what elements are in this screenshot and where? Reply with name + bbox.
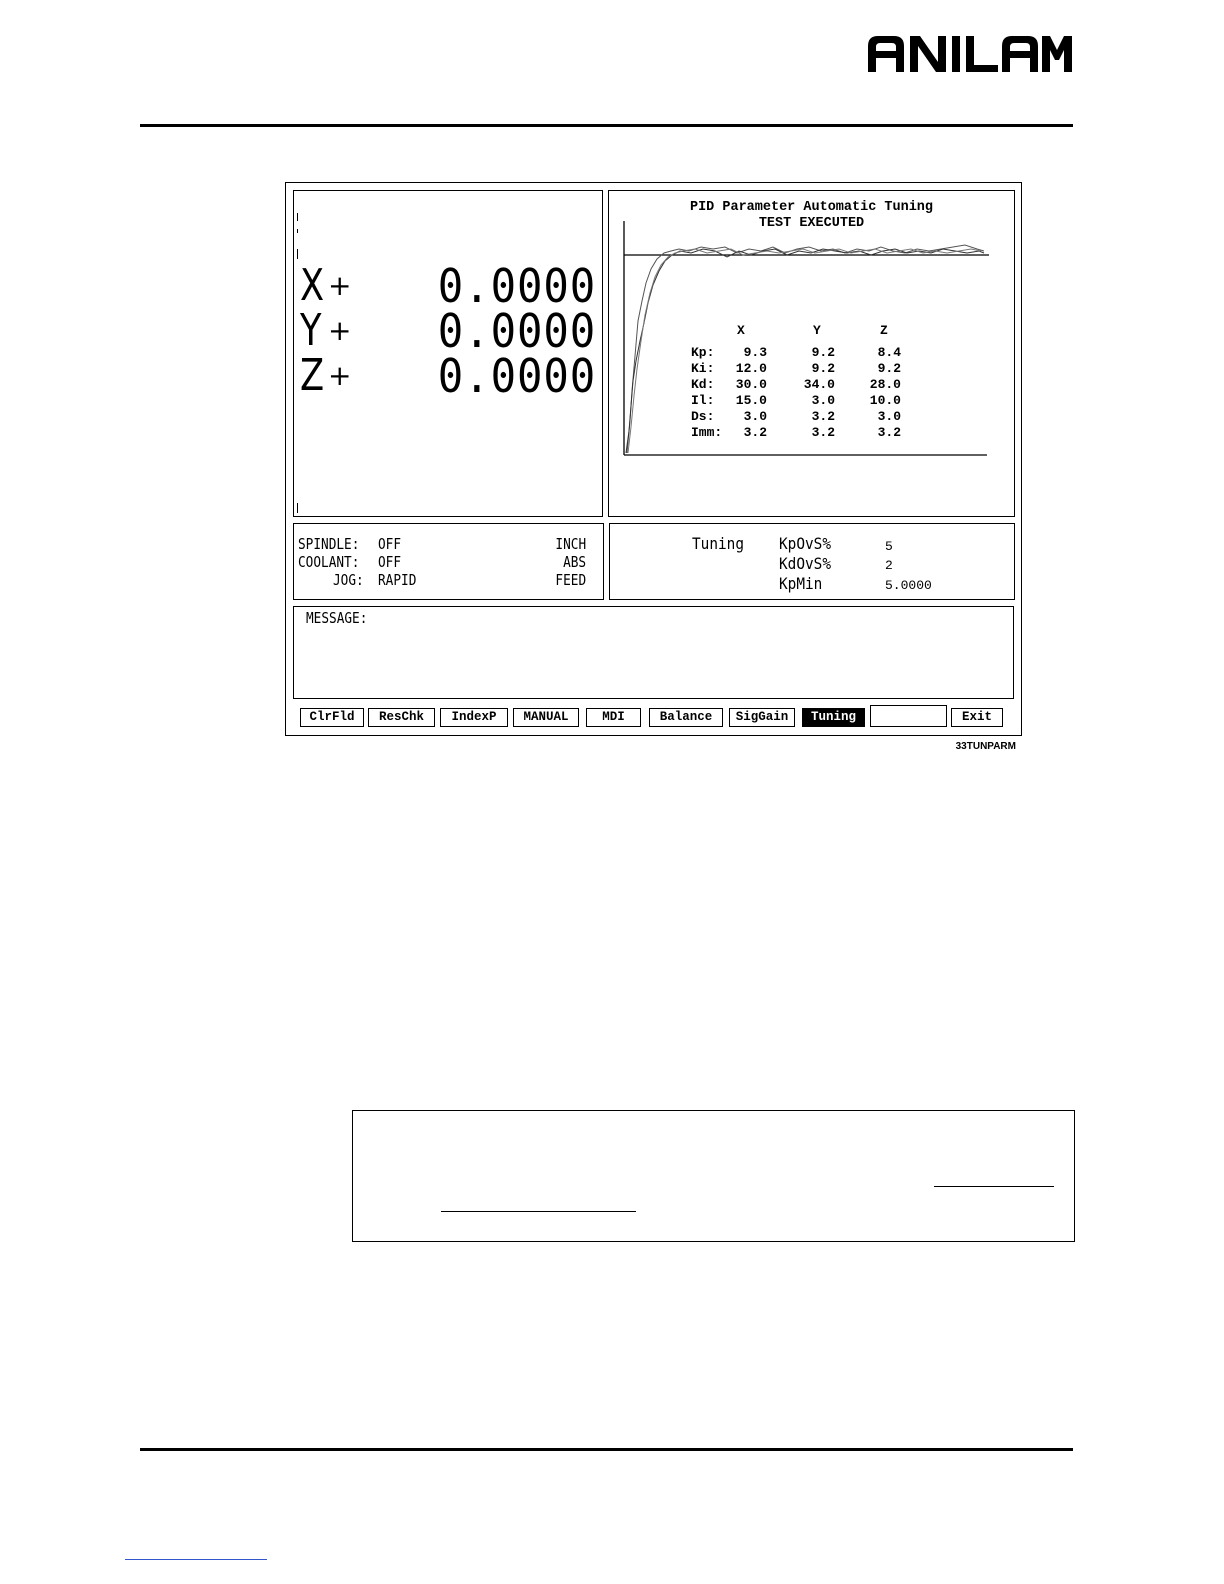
footer-rule (140, 1448, 1073, 1451)
pid-value-cell: 9.2 (877, 361, 901, 376)
tuning-parameters-panel (609, 523, 1015, 600)
pid-row-label: Kp: (691, 345, 715, 360)
pid-value-cell: 12.0 (735, 361, 767, 376)
pid-row-label: Kd: (691, 377, 715, 392)
softkey-indexp[interactable]: IndexP (440, 708, 508, 727)
coolant-value: OFF (378, 553, 402, 571)
pid-value-cell: 34.0 (803, 377, 835, 392)
softkey-exit[interactable]: Exit (951, 708, 1003, 727)
softkey-reschk[interactable]: ResChk (368, 708, 435, 727)
pid-value-cell: 9.2 (811, 345, 835, 360)
units-indicator: INCH (555, 535, 586, 553)
jog-label: JOG: (333, 571, 364, 589)
note-box (352, 1110, 1075, 1242)
softkey-siggain[interactable]: SigGain (729, 708, 795, 727)
header-rule (140, 124, 1073, 127)
axis-letter: Z (300, 350, 325, 401)
spindle-value: OFF (378, 535, 402, 553)
message-label: MESSAGE: (306, 609, 368, 627)
pid-value-cell: 3.2 (877, 425, 901, 440)
axis-value: 0.0000 (437, 259, 596, 313)
param-value-kdovs[interactable]: 2 (885, 558, 893, 573)
param-name-kpmin: KpMin (779, 574, 823, 593)
pid-row-label: Il: (691, 393, 715, 408)
figure-caption: 33TUNPARM (955, 741, 1016, 752)
axis-sign: + (328, 269, 352, 302)
pid-value-cell: 3.0 (743, 409, 767, 424)
jog-value: RAPID (378, 571, 417, 589)
softkey-clrfld[interactable]: ClrFld (300, 708, 364, 727)
pid-value-cell: 9.3 (743, 345, 767, 360)
footer-link-underline (125, 1559, 267, 1560)
softkey-tuning[interactable]: Tuning (802, 708, 865, 727)
message-panel (293, 606, 1014, 699)
param-name-kpovs: KpOvS% (779, 534, 832, 553)
feed-indicator: FEED (555, 571, 586, 589)
dro-tick (297, 503, 298, 513)
pid-row-label: Ki: (691, 361, 715, 376)
dro-tick (297, 249, 298, 259)
dro-panel (293, 190, 603, 517)
tuning-label: Tuning (692, 534, 745, 553)
pid-row-label: Ds: (691, 409, 715, 424)
pid-value-cell: 10.0 (869, 393, 901, 408)
param-value-kpmin[interactable]: 5.0000 (885, 578, 932, 593)
axis-letter: Y (300, 305, 322, 356)
dro-row-z (300, 349, 596, 403)
mode-indicator: ABS (562, 553, 586, 571)
axis-sign: + (328, 314, 352, 347)
pid-col-header: Z (880, 323, 888, 338)
axis-letter: X (300, 260, 325, 311)
anilam-logo (866, 34, 1072, 74)
param-value-kpovs[interactable]: 5 (885, 539, 893, 554)
spindle-label: SPINDLE: (298, 535, 360, 553)
pid-col-header: X (737, 323, 745, 338)
pid-subtitle: TEST EXECUTED (758, 216, 865, 231)
param-name-kdovs: KdOvS% (779, 554, 832, 573)
pid-value-cell: 30.0 (735, 377, 767, 392)
axis-value: 0.0000 (437, 304, 596, 358)
softkey-blank[interactable] (870, 705, 947, 727)
softkey-manual[interactable]: MANUAL (513, 708, 579, 727)
pid-value-cell: 3.2 (811, 425, 835, 440)
pid-value-cell: 9.2 (811, 361, 835, 376)
pid-title: PID Parameter Automatic Tuning (689, 200, 934, 215)
pid-value-cell: 3.0 (811, 393, 835, 408)
axis-sign: + (328, 359, 352, 392)
softkey-balance[interactable]: Balance (649, 708, 723, 727)
pid-col-header: Y (813, 323, 821, 338)
pid-value-cell: 3.0 (877, 409, 901, 424)
pid-value-cell: 8.4 (877, 345, 901, 360)
axis-value: 0.0000 (437, 349, 596, 403)
pid-value-cell: 28.0 (869, 377, 901, 392)
dro-tick (297, 213, 298, 221)
pid-row-label: Imm: (691, 425, 723, 440)
machine-status-panel (293, 523, 604, 600)
pid-value-cell: 15.0 (735, 393, 767, 408)
dro-tick (297, 229, 298, 233)
pid-tuning-panel (608, 190, 1015, 517)
pid-value-cell: 3.2 (811, 409, 835, 424)
note-underline (441, 1211, 636, 1212)
pid-value-cell: 3.2 (743, 425, 767, 440)
coolant-label: COOLANT: (298, 553, 360, 571)
note-underline (934, 1186, 1054, 1187)
softkey-mdi[interactable]: MDI (586, 708, 641, 727)
